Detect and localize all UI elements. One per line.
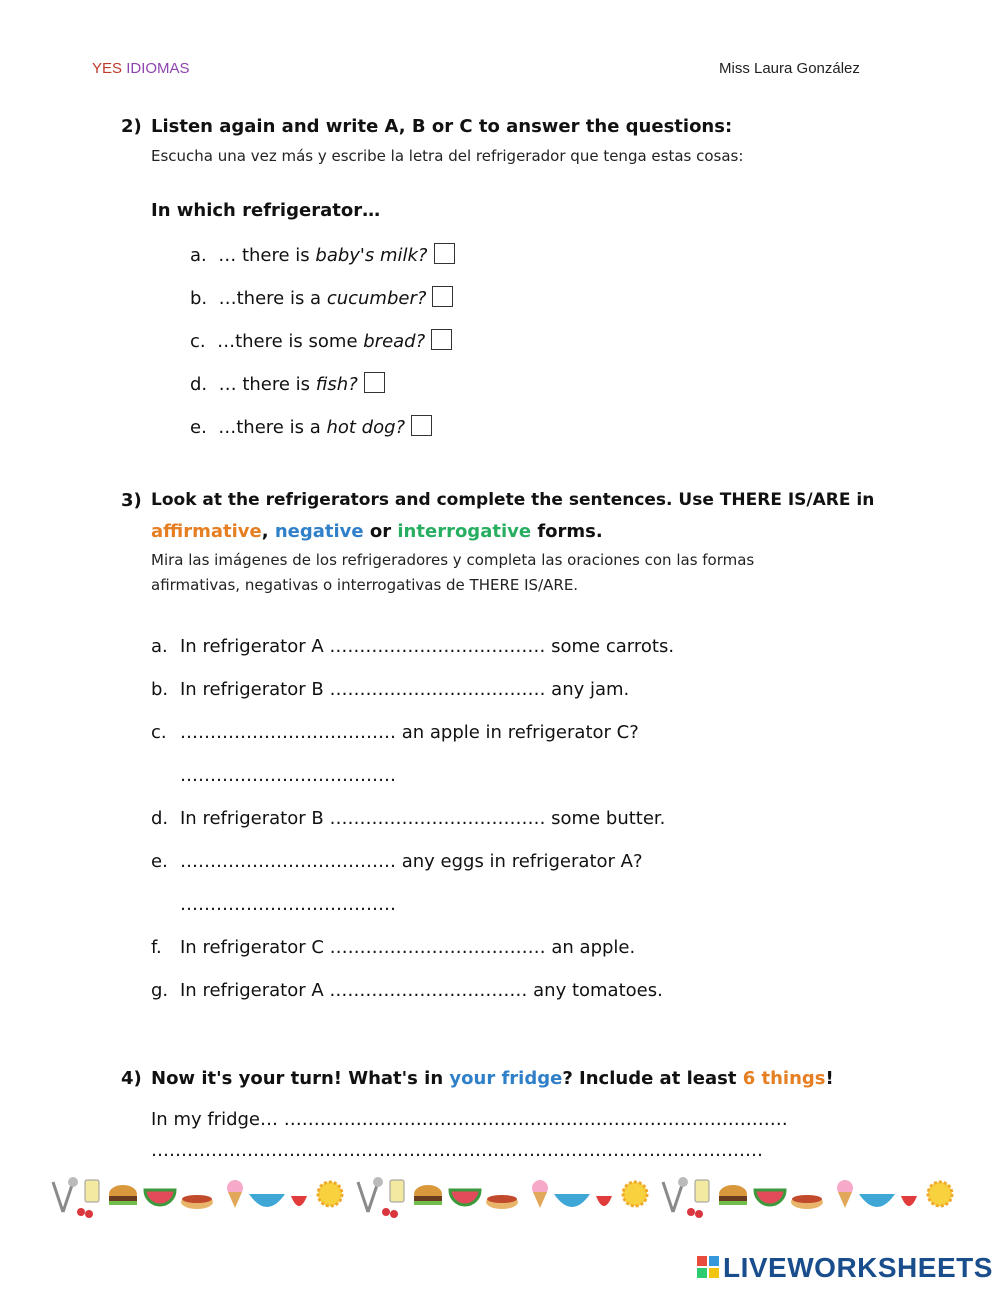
q3-item-e-answer[interactable]: ……………………………… bbox=[180, 894, 396, 915]
cherry-icon bbox=[77, 1208, 85, 1216]
q2-item-b: b. …there is a cucumber? bbox=[190, 286, 453, 309]
answer-box-c[interactable] bbox=[431, 329, 452, 350]
q2-item-e: e. …there is a hot dog? bbox=[190, 415, 432, 438]
hotdog-icon bbox=[181, 1195, 213, 1209]
q3-item-c: c. ……………………………… an apple in refrigerator C? bbox=[151, 722, 639, 743]
liveworksheets-mark-icon bbox=[697, 1256, 719, 1280]
q3-item-b: b. In refrigerator B ……………………………… any jam. bbox=[151, 679, 630, 700]
q3-item-e: e. ……………………………… any eggs in refrigerator A? bbox=[151, 851, 643, 872]
q2-number: 2) bbox=[121, 116, 142, 137]
q3-item-g: g. In refrigerator A …………………………… any tomatoes. bbox=[151, 980, 663, 1001]
q4-title: Now it's your turn! What's in your fridge? Include at least 6 things! bbox=[151, 1068, 834, 1089]
answer-box-e[interactable] bbox=[411, 415, 432, 436]
q2-item-a: a. … there is baby's milk? bbox=[190, 243, 455, 266]
answer-box-d[interactable] bbox=[364, 372, 385, 393]
watermelon-icon bbox=[145, 1190, 175, 1205]
q4-answer-line1[interactable]: In my fridge… ………………………………………………………………………… bbox=[151, 1109, 788, 1130]
q2-lead: In which refrigerator… bbox=[151, 200, 381, 221]
food-border-decoration bbox=[45, 1172, 955, 1222]
q3-item-d: d. In refrigerator B ……………………………… some butter. bbox=[151, 808, 666, 829]
q2-item-d: d. … there is fish? bbox=[190, 372, 385, 395]
q2-subtitle: Escucha una vez más y escribe la letra del refrigerador que tenga estas cosas: bbox=[151, 147, 744, 165]
answer-box-a[interactable] bbox=[434, 243, 455, 264]
q3-title-line2: affirmative, negative or interrogative forms. bbox=[151, 521, 603, 542]
school-name: YES IDIOMAS bbox=[92, 60, 190, 77]
sun-icon bbox=[318, 1182, 342, 1206]
q4-answer-line2[interactable]: ………………………………………………………………………………………… bbox=[151, 1140, 763, 1161]
q3-item-a: a. In refrigerator A ……………………………… some carrots. bbox=[151, 636, 675, 657]
strawberry-icon bbox=[291, 1196, 307, 1206]
q3-title-line1: Look at the refrigerators and complete the sentences. Use THERE IS/ARE in bbox=[151, 490, 875, 510]
q3-item-c-answer[interactable]: ……………………………… bbox=[180, 765, 396, 786]
liveworksheets-logo[interactable]: LIVEWORKSHEETS bbox=[697, 1252, 993, 1284]
q2-title: Listen again and write A, B or C to answer the questions: bbox=[151, 116, 733, 137]
burger-icon bbox=[109, 1185, 137, 1205]
q3-subtitle-line1: Mira las imágenes de los refrigeradores y completa las oraciones con las formas bbox=[151, 551, 755, 569]
bowl-icon bbox=[249, 1194, 285, 1207]
q3-subtitle-line2: afirmativas, negativas o interrogativas de THERE IS/ARE. bbox=[151, 576, 579, 594]
q3-number: 3) bbox=[121, 490, 142, 511]
q3-item-f: f. In refrigerator C ……………………………… an apple. bbox=[151, 937, 636, 958]
q4-number: 4) bbox=[121, 1068, 142, 1089]
cutlery-icon bbox=[53, 1177, 78, 1212]
icecream-icon bbox=[227, 1180, 243, 1208]
juice-icon bbox=[85, 1180, 99, 1202]
teacher-name: Miss Laura González bbox=[719, 60, 860, 77]
q2-item-c: c. …there is some bread? bbox=[190, 329, 452, 352]
answer-box-b[interactable] bbox=[432, 286, 453, 307]
